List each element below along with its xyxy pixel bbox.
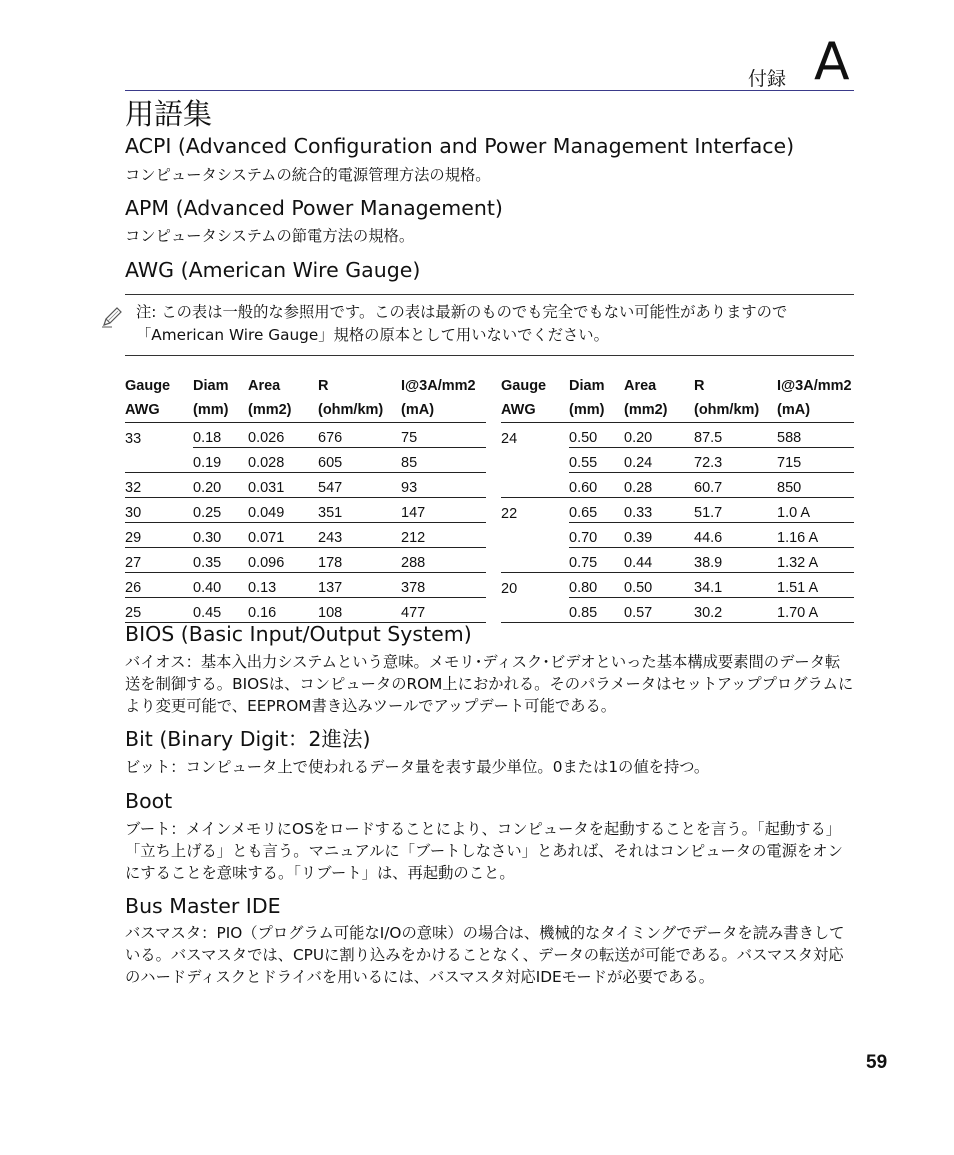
table-cell: 1.16 A [777, 523, 854, 548]
column-header: R [318, 378, 329, 394]
table-cell: 378 [401, 573, 486, 598]
table-cell: 0.19 [193, 448, 248, 473]
table-cell: 34.1 [694, 573, 777, 598]
table-row [501, 448, 854, 473]
table-row [125, 598, 486, 623]
table-cell: 85 [401, 448, 486, 473]
table-cell: 0.44 [624, 548, 694, 573]
column-unit-header: (mm2) [248, 398, 318, 423]
column-header: R [694, 378, 705, 394]
desc-bios: バイオス：基本入出力システムという意味。メモリ･ディスク･ビデオといった基本構成要素間のデータ転送を制御する。BIOSは、コンピュータのROM上におかれる。そのパラメータはセットアッププログラムにより変更可能で、EEPROM書き込みツールでアップデート可能である。 [125, 653, 854, 715]
table-row [501, 473, 854, 498]
table-cell [501, 598, 569, 623]
table-cell: 212 [401, 523, 486, 548]
table-cell: 60.7 [694, 473, 777, 498]
table-row [125, 473, 486, 498]
table-cell: 0.24 [624, 448, 694, 473]
note-top-rule [125, 294, 854, 295]
table-cell: 137 [318, 573, 401, 598]
table-cell: 0.70 [569, 523, 624, 548]
table-cell: 26 [125, 573, 193, 598]
column-unit-header: (mA) [401, 398, 486, 423]
table-row [501, 548, 854, 573]
table-cell: 0.25 [193, 498, 248, 523]
table-cell: 0.13 [248, 573, 318, 598]
column-header: Diam [569, 378, 605, 394]
term-acpi: ACPI (Advanced Configuration and Power Management Interface) [125, 134, 795, 158]
desc-boot: ブート：メインメモリにOSをロードすることにより、コンピュータを起動することを言う。「起動する」「立ち上げる」とも言う。マニュアルに「ブートしなさい」とあれば、それはコンピュータの電源をオンにすることを意味する。「リブート」は、再起動のこと。 [125, 820, 843, 882]
table-cell: 0.60 [569, 473, 624, 498]
table-cell [501, 473, 569, 498]
table-header-row [125, 374, 486, 398]
table-cell: 38.9 [694, 548, 777, 573]
table-cell: 0.85 [569, 598, 624, 623]
table-cell: 0.33 [624, 498, 694, 523]
table-cell: 44.6 [694, 523, 777, 548]
table-cell: 0.80 [569, 573, 624, 598]
column-unit-header: (ohm/km) [694, 398, 777, 423]
column-unit-header: AWG [501, 398, 569, 423]
column-unit-header: (ohm/km) [318, 398, 401, 423]
note-bottom-rule [125, 355, 854, 356]
desc-apm: コンピュータシステムの節電方法の規格。 [125, 227, 415, 245]
table-cell: 0.071 [248, 523, 318, 548]
table-cell [501, 548, 569, 573]
table-row [501, 523, 854, 548]
table-cell: 147 [401, 498, 486, 523]
desc-bus-master-ide: バスマスタ：PIO（プログラム可能なI/Oの意味）の場合は、機械的なタイミングでデータを読み書きしている。バスマスタでは、CPUに割り込みをかけることなく、データの転送が可能である。バスマスタ対応のハードディスクとドライバを用いるには、バスマスタ対応IDEモードが必要である。 [125, 924, 845, 986]
table-cell: 0.049 [248, 498, 318, 523]
table-cell: 0.20 [624, 423, 694, 448]
table-row [125, 573, 486, 598]
pencil-icon [100, 305, 124, 329]
table-cell: 0.35 [193, 548, 248, 573]
table-cell: 0.30 [193, 523, 248, 548]
desc-bit: ビット：コンピュータ上で使われるデータ量を表す最少単位。0または1の値を持つ。 [125, 758, 710, 776]
table-cell: 547 [318, 473, 401, 498]
table-cell: 29 [125, 523, 193, 548]
page-number: 59 [866, 1052, 888, 1073]
table-cell: 0.50 [569, 423, 624, 448]
table-cell: 0.031 [248, 473, 318, 498]
table-cell: 0.50 [624, 573, 694, 598]
column-unit-header: (mm) [569, 398, 624, 423]
table-cell: 0.026 [248, 423, 318, 448]
term-awg: AWG (American Wire Gauge) [125, 258, 421, 282]
table-cell: 676 [318, 423, 401, 448]
table-cell: 24 [501, 430, 518, 447]
appendix-label: 付録 [748, 68, 787, 90]
column-unit-header: (mA) [777, 398, 854, 423]
table-cell: 1.70 A [777, 598, 854, 623]
table-cell [501, 448, 569, 473]
table-cell: 30.2 [694, 598, 777, 623]
table-cell: 0.65 [569, 498, 624, 523]
table-cell: 588 [777, 423, 854, 448]
column-unit-header: AWG [125, 398, 193, 423]
table-header-units-row [501, 398, 854, 423]
column-header: Area [624, 378, 657, 394]
column-header: Gauge [501, 378, 547, 394]
table-cell [501, 523, 569, 548]
table-cell: 0.55 [569, 448, 624, 473]
table-row [501, 598, 854, 623]
table-cell: 75 [401, 423, 486, 448]
table-cell: 25 [125, 598, 193, 623]
table-cell: 0.096 [248, 548, 318, 573]
table-cell: 288 [401, 548, 486, 573]
term-bit: Bit (Binary Digit：2進法) [125, 727, 371, 751]
page-title: 用語集 [125, 97, 213, 131]
table-cell: 0.16 [248, 598, 318, 623]
table-cell: 1.0 A [777, 498, 854, 523]
table-row [125, 498, 486, 523]
table-row [501, 423, 854, 448]
table-cell: 1.51 A [777, 573, 854, 598]
table-cell: 1.32 A [777, 548, 854, 573]
table-cell: 20 [501, 580, 518, 597]
table-cell: 93 [401, 473, 486, 498]
desc-acpi: コンピュータシステムの統合的電源管理方法の規格。 [125, 166, 491, 184]
table-cell: 0.45 [193, 598, 248, 623]
table-cell: 108 [318, 598, 401, 623]
term-apm: APM (Advanced Power Management) [125, 196, 503, 220]
table-row [125, 523, 486, 548]
term-bios: BIOS (Basic Input/Output System) [125, 622, 472, 646]
column-header: I@3A/mm2 [777, 378, 852, 394]
table-row [125, 548, 486, 573]
term-boot: Boot [125, 789, 173, 813]
note-text: 注: この表は一般的な参照用です。この表は最新のものでも完全でもない可能性がありますので「American Wire Gauge」規格の原本として用いないでください。 [136, 303, 788, 344]
column-header: Diam [193, 378, 229, 394]
table-cell: 0.39 [624, 523, 694, 548]
appendix-letter: A [814, 32, 850, 92]
table-cell: 87.5 [694, 423, 777, 448]
table-cell: 0.28 [624, 473, 694, 498]
table-cell: 27 [125, 548, 193, 573]
table-row [501, 573, 854, 598]
table-cell: 243 [318, 523, 401, 548]
column-header: Gauge [125, 378, 171, 394]
table-cell: 715 [777, 448, 854, 473]
table-row [501, 498, 854, 523]
table-cell: 51.7 [694, 498, 777, 523]
table-cell: 33 [125, 430, 142, 447]
table-cell: 0.20 [193, 473, 248, 498]
table-header-row [501, 374, 854, 398]
table-cell: 850 [777, 473, 854, 498]
table-cell: 0.40 [193, 573, 248, 598]
awg-table-left [125, 374, 486, 623]
table-cell: 0.18 [193, 423, 248, 448]
table-row [125, 423, 486, 448]
table-cell: 0.028 [248, 448, 318, 473]
table-header-units-row [125, 398, 486, 423]
table-cell: 178 [318, 548, 401, 573]
table-cell: 30 [125, 498, 193, 523]
table-cell: 72.3 [694, 448, 777, 473]
header-rule [125, 90, 854, 91]
table-cell: 605 [318, 448, 401, 473]
table-row [125, 448, 486, 473]
column-unit-header: (mm) [193, 398, 248, 423]
table-cell: 351 [318, 498, 401, 523]
column-header: I@3A/mm2 [401, 378, 476, 394]
column-header: Area [248, 378, 281, 394]
table-cell [125, 448, 193, 473]
term-bus-master-ide: Bus Master IDE [125, 894, 281, 918]
awg-table-right [501, 374, 854, 623]
table-cell: 477 [401, 598, 486, 623]
column-unit-header: (mm2) [624, 398, 694, 423]
table-cell: 0.57 [624, 598, 694, 623]
table-cell: 22 [501, 505, 518, 522]
table-cell: 0.75 [569, 548, 624, 573]
table-cell: 32 [125, 473, 193, 498]
